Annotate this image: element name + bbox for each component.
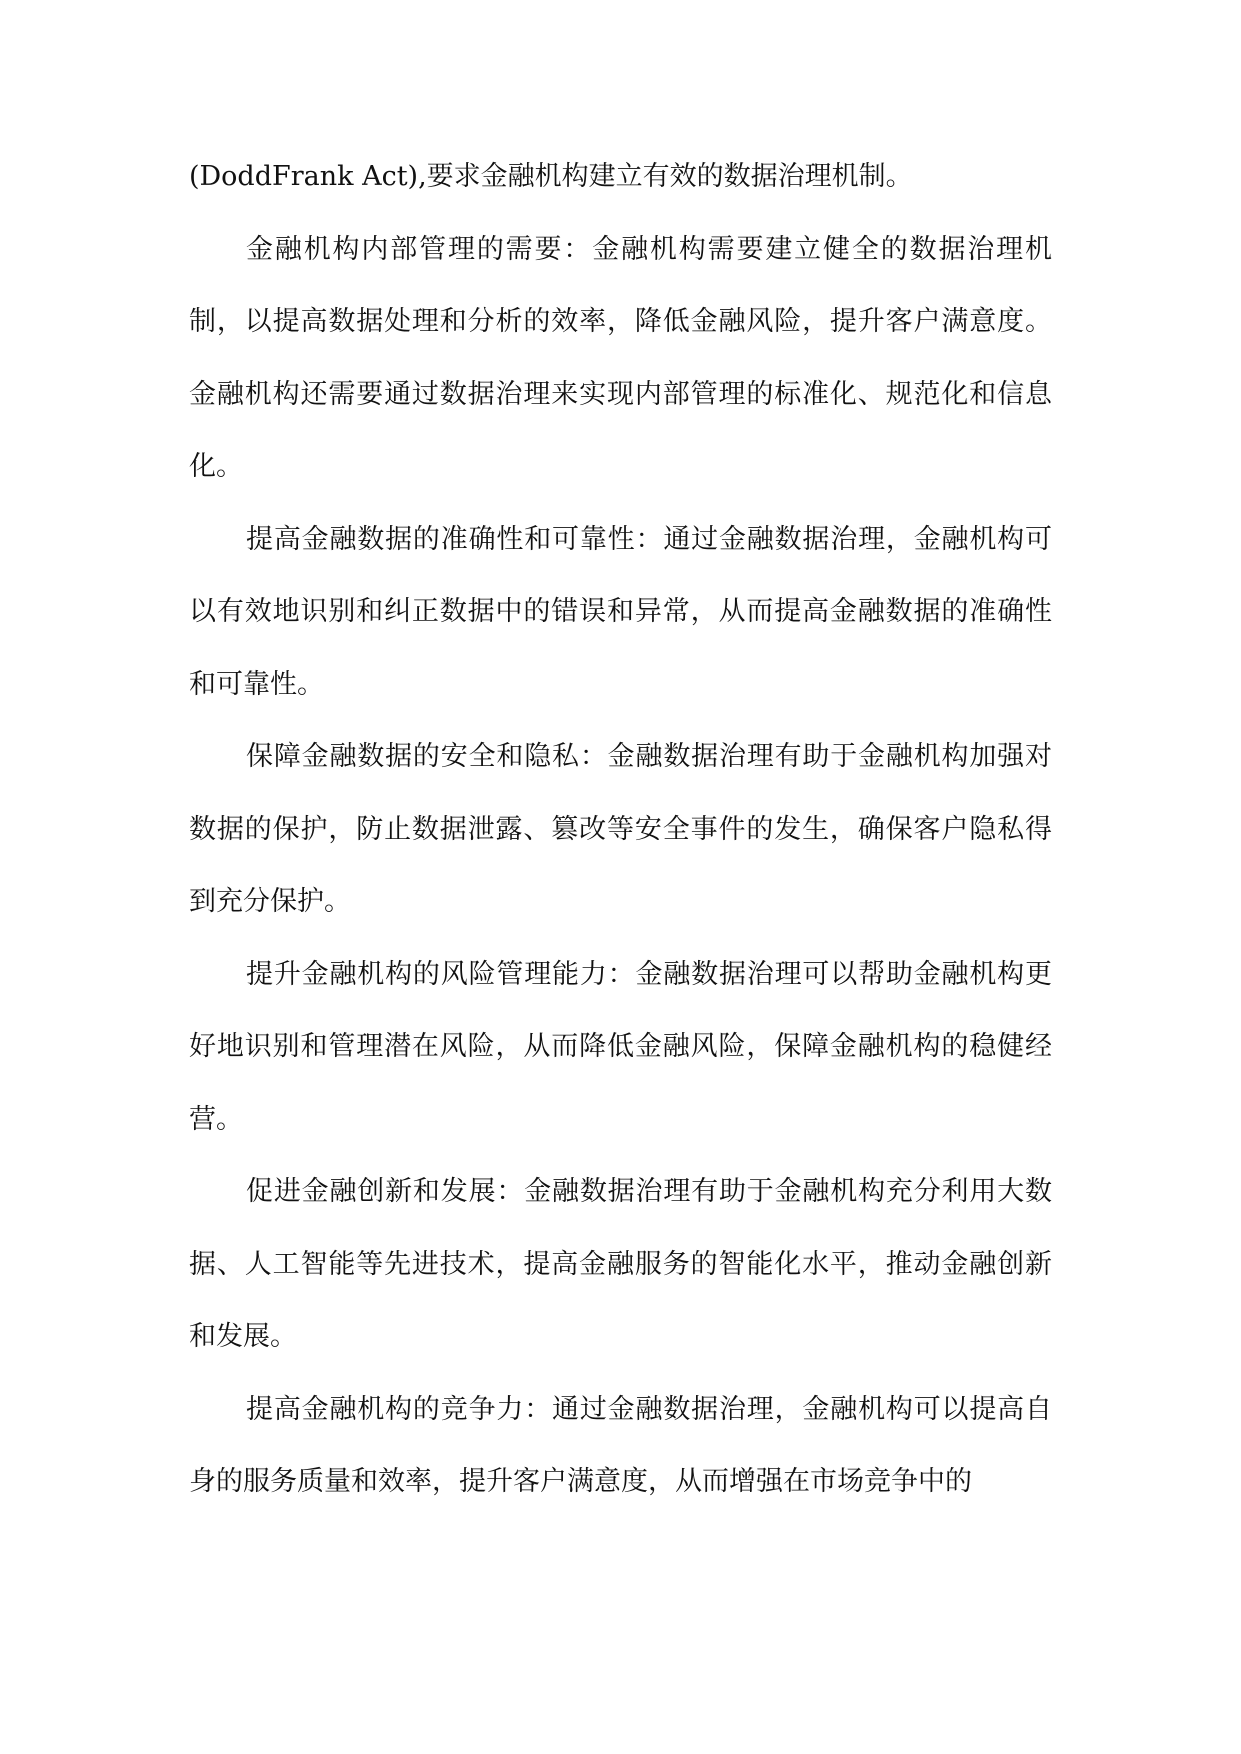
paragraph-risk-management: 提升金融机构的风险管理能力：金融数据治理可以帮助金融机构更好地识别和管理潜在风险，从而降低金融风险，保障金融机构的稳健经营。	[189, 958, 1052, 1135]
paragraph-data-security: 保障金融数据的安全和隐私：金融数据治理有助于金融机构加强对数据的保护，防止数据泄露、篡改等安全事件的发生，确保客户隐私得到充分保护。	[189, 741, 1052, 917]
paragraph-innovation: 促进金融创新和发展：金融数据治理有助于金融机构充分利用大数据、人工智能等先进技术，提高金融服务的智能化水平，推动金融创新和发展。	[189, 1176, 1052, 1352]
document-body	[189, 141, 1052, 1519]
paragraph-data-accuracy: 提高金融数据的准确性和可靠性：通过金融数据治理，金融机构可以有效地识别和纠正数据中的错误和异常，从而提高金融数据的准确性和可靠性。	[189, 523, 1052, 700]
paragraph-continuation: (DoddFrank Act),要求金融机构建立有效的数据治理机制。	[189, 161, 913, 192]
paragraph-internal-management: 金融机构内部管理的需要：金融机构需要建立健全的数据治理机制，以提高数据处理和分析的效率，降低金融风险，提升客户满意度。金融机构还需要通过数据治理来实现内部管理的标准化、规范化和信息化。	[189, 233, 1052, 482]
paragraph-competitiveness: 提高金融机构的竞争力：通过金融数据治理，金融机构可以提高自身的服务质量和效率，提升客户满意度，从而增强在市场竞争中的	[189, 1393, 1052, 1497]
